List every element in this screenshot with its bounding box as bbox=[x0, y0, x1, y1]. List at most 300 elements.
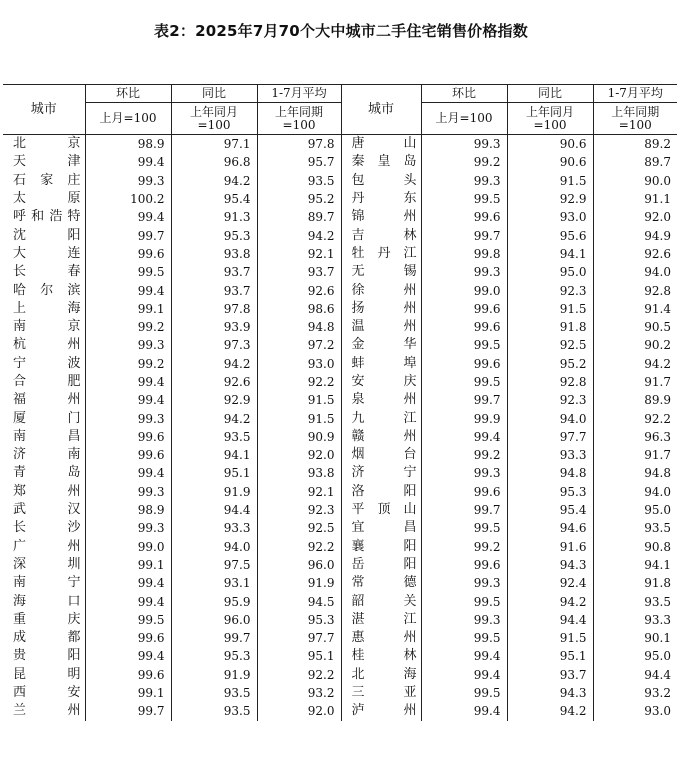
avg-value: 93.8 bbox=[257, 464, 341, 482]
table-row bbox=[3, 373, 677, 391]
yoy-value: 96.8 bbox=[171, 153, 257, 171]
mom-value: 99.3 bbox=[421, 611, 507, 629]
mom-value: 99.2 bbox=[421, 446, 507, 464]
mom-value: 99.4 bbox=[85, 208, 171, 226]
mom-value: 99.3 bbox=[85, 336, 171, 354]
avg-value: 91.7 bbox=[593, 446, 677, 464]
mom-value: 99.7 bbox=[85, 226, 171, 244]
avg-value: 92.2 bbox=[257, 538, 341, 556]
city-name: 南昌 bbox=[13, 428, 81, 444]
yoy-value: 91.6 bbox=[507, 538, 593, 556]
city-name: 九江 bbox=[341, 409, 421, 427]
yoy-value: 93.9 bbox=[171, 318, 257, 336]
avg-value: 90.2 bbox=[593, 336, 677, 354]
avg-value: 95.2 bbox=[257, 190, 341, 208]
avg-value: 98.6 bbox=[257, 300, 341, 318]
avg-value: 92.6 bbox=[593, 245, 677, 263]
table-row bbox=[3, 702, 677, 720]
mom-value: 99.1 bbox=[85, 556, 171, 574]
mom-value: 99.7 bbox=[421, 391, 507, 409]
mom-value: 99.4 bbox=[85, 464, 171, 482]
yoy-value: 94.4 bbox=[507, 611, 593, 629]
city-name: 赣州 bbox=[341, 428, 421, 446]
table-row bbox=[3, 684, 677, 702]
yoy-value: 90.6 bbox=[507, 153, 593, 171]
mom-value: 99.4 bbox=[85, 647, 171, 665]
mom-value: 99.4 bbox=[421, 647, 507, 665]
yoy-value: 93.5 bbox=[171, 702, 257, 720]
table-row bbox=[3, 153, 677, 171]
city-name: 合肥 bbox=[13, 374, 81, 389]
avg-value: 94.0 bbox=[593, 483, 677, 501]
avg-value: 90.5 bbox=[593, 318, 677, 336]
city-name: 太原 bbox=[13, 191, 81, 207]
yoy-value: 91.5 bbox=[507, 172, 593, 190]
table-row bbox=[3, 666, 677, 684]
city-name: 锦州 bbox=[341, 208, 421, 226]
city-name: 长沙 bbox=[13, 520, 81, 536]
yoy-value: 95.4 bbox=[171, 190, 257, 208]
city-name: 济宁 bbox=[341, 464, 421, 482]
mom-value: 99.6 bbox=[85, 428, 171, 446]
city-name: 长春 bbox=[13, 264, 81, 280]
yoy-value: 94.1 bbox=[507, 245, 593, 263]
avg-value: 95.0 bbox=[593, 501, 677, 519]
city-name: 重庆 bbox=[13, 611, 81, 627]
table-row bbox=[3, 190, 677, 208]
city-name: 襄阳 bbox=[341, 538, 421, 556]
avg-value: 93.5 bbox=[593, 592, 677, 610]
city-name: 常德 bbox=[341, 574, 421, 592]
yoy-value: 94.4 bbox=[171, 501, 257, 519]
yoy-value: 91.9 bbox=[171, 483, 257, 501]
city-name: 沈阳 bbox=[13, 227, 81, 243]
yoy-value: 91.9 bbox=[171, 666, 257, 684]
avg-value: 94.1 bbox=[593, 556, 677, 574]
mom-base-label-2: 上月=100 bbox=[421, 103, 507, 135]
yoy-base-label: 上年同月=100 bbox=[171, 103, 257, 135]
city-name: 韶关 bbox=[341, 592, 421, 610]
yoy-value: 94.2 bbox=[507, 702, 593, 720]
avg-value: 94.2 bbox=[257, 226, 341, 244]
table-row bbox=[3, 464, 677, 482]
table-row bbox=[3, 501, 677, 519]
yoy-value: 93.8 bbox=[171, 245, 257, 263]
city-column-header: 城市 bbox=[3, 85, 85, 135]
table-row bbox=[3, 428, 677, 446]
mom-value: 99.6 bbox=[421, 318, 507, 336]
yoy-value: 92.4 bbox=[507, 574, 593, 592]
avg-value: 92.2 bbox=[257, 666, 341, 684]
avg-value: 95.0 bbox=[593, 647, 677, 665]
avg-value: 92.1 bbox=[257, 483, 341, 501]
city-name: 海口 bbox=[13, 593, 81, 609]
avg-value: 91.5 bbox=[257, 409, 341, 427]
city-name: 厦门 bbox=[13, 410, 81, 426]
yoy-value: 94.3 bbox=[507, 556, 593, 574]
mom-value: 99.2 bbox=[85, 318, 171, 336]
avg-value: 93.2 bbox=[593, 684, 677, 702]
city-name: 吉林 bbox=[341, 226, 421, 244]
avg-value: 94.5 bbox=[257, 592, 341, 610]
city-name: 济南 bbox=[13, 447, 81, 463]
mom-value: 99.5 bbox=[421, 373, 507, 391]
mom-value: 99.3 bbox=[85, 172, 171, 190]
city-name: 北京 bbox=[13, 136, 81, 152]
avg-value: 89.2 bbox=[593, 135, 677, 154]
avg-value: 95.7 bbox=[257, 153, 341, 171]
mom-column-header: 环比 bbox=[85, 85, 171, 103]
table-row bbox=[3, 519, 677, 537]
city-name: 贵阳 bbox=[13, 648, 81, 664]
page-title: 表2：2025年7月70个大中城市二手住宅销售价格指数 bbox=[154, 22, 528, 40]
avg-value: 93.5 bbox=[593, 519, 677, 537]
mom-value: 99.6 bbox=[85, 629, 171, 647]
mom-value: 99.5 bbox=[85, 263, 171, 281]
city-name: 烟台 bbox=[341, 446, 421, 464]
avg-value: 95.3 bbox=[257, 611, 341, 629]
avg-value: 90.9 bbox=[257, 428, 341, 446]
avg-value: 93.3 bbox=[593, 611, 677, 629]
mom-value: 100.2 bbox=[85, 190, 171, 208]
yoy-value: 93.1 bbox=[171, 574, 257, 592]
city-name: 北海 bbox=[341, 666, 421, 684]
yoy-value: 94.2 bbox=[507, 592, 593, 610]
avg-value: 90.1 bbox=[593, 629, 677, 647]
yoy-value: 97.8 bbox=[171, 300, 257, 318]
avg-value: 93.0 bbox=[593, 702, 677, 720]
mom-value: 99.0 bbox=[421, 281, 507, 299]
table-row bbox=[3, 446, 677, 464]
mom-value: 99.4 bbox=[85, 281, 171, 299]
avg-value: 94.0 bbox=[593, 263, 677, 281]
yoy-value: 91.5 bbox=[507, 300, 593, 318]
mom-value: 99.6 bbox=[85, 666, 171, 684]
mom-base-label: 上月=100 bbox=[85, 103, 171, 135]
avg-column-header-2: 1-7月平均 bbox=[593, 85, 677, 103]
yoy-value: 92.5 bbox=[507, 336, 593, 354]
mom-value: 98.9 bbox=[85, 135, 171, 154]
city-name: 上海 bbox=[13, 300, 81, 316]
mom-value: 99.6 bbox=[421, 483, 507, 501]
avg-value: 89.7 bbox=[257, 208, 341, 226]
avg-value: 90.0 bbox=[593, 172, 677, 190]
table-row bbox=[3, 611, 677, 629]
yoy-value: 94.2 bbox=[171, 409, 257, 427]
yoy-value: 91.5 bbox=[507, 629, 593, 647]
mom-value: 99.7 bbox=[85, 702, 171, 720]
city-column-header-2: 城市 bbox=[341, 85, 421, 135]
table-row bbox=[3, 318, 677, 336]
table-row bbox=[3, 263, 677, 281]
table-row bbox=[3, 409, 677, 427]
yoy-value: 93.7 bbox=[171, 263, 257, 281]
yoy-value: 90.6 bbox=[507, 135, 593, 154]
yoy-value: 97.5 bbox=[171, 556, 257, 574]
avg-value: 91.1 bbox=[593, 190, 677, 208]
mom-value: 99.3 bbox=[421, 135, 507, 154]
table-row bbox=[3, 592, 677, 610]
avg-value: 91.8 bbox=[593, 574, 677, 592]
city-name: 金华 bbox=[341, 336, 421, 354]
city-name: 广州 bbox=[13, 538, 81, 554]
mom-value: 99.4 bbox=[85, 574, 171, 592]
mom-value: 99.3 bbox=[421, 172, 507, 190]
city-name: 扬州 bbox=[341, 300, 421, 318]
avg-value: 92.8 bbox=[593, 281, 677, 299]
yoy-base-label-2: 上年同月=100 bbox=[507, 103, 593, 135]
yoy-value: 94.0 bbox=[507, 409, 593, 427]
table-row bbox=[3, 538, 677, 556]
avg-value: 92.0 bbox=[257, 446, 341, 464]
mom-value: 99.7 bbox=[421, 226, 507, 244]
city-name: 南宁 bbox=[13, 575, 81, 591]
price-index-table bbox=[3, 84, 677, 721]
mom-value: 99.6 bbox=[421, 556, 507, 574]
city-name: 大连 bbox=[13, 245, 81, 261]
city-name: 天津 bbox=[13, 154, 81, 170]
mom-value: 99.4 bbox=[421, 666, 507, 684]
avg-value: 91.9 bbox=[257, 574, 341, 592]
avg-value: 96.0 bbox=[257, 556, 341, 574]
avg-value: 92.1 bbox=[257, 245, 341, 263]
avg-value: 94.9 bbox=[593, 226, 677, 244]
table-row bbox=[3, 226, 677, 244]
avg-value: 92.2 bbox=[257, 373, 341, 391]
table-row bbox=[3, 336, 677, 354]
mom-value: 99.3 bbox=[421, 263, 507, 281]
avg-base-label: 上年同期=100 bbox=[257, 103, 341, 135]
yoy-value: 95.1 bbox=[507, 647, 593, 665]
mom-value: 99.5 bbox=[421, 592, 507, 610]
mom-value: 99.2 bbox=[421, 538, 507, 556]
yoy-value: 94.3 bbox=[507, 684, 593, 702]
mom-value: 99.5 bbox=[85, 611, 171, 629]
yoy-value: 92.9 bbox=[171, 391, 257, 409]
city-name: 湛江 bbox=[341, 611, 421, 629]
mom-value: 99.5 bbox=[421, 519, 507, 537]
table-row bbox=[3, 556, 677, 574]
city-name: 泸州 bbox=[341, 702, 421, 720]
city-name: 平顶山 bbox=[341, 501, 421, 519]
city-name: 包头 bbox=[341, 172, 421, 190]
avg-value: 93.7 bbox=[257, 263, 341, 281]
yoy-value: 94.0 bbox=[171, 538, 257, 556]
city-name: 郑州 bbox=[13, 483, 81, 499]
yoy-value: 93.3 bbox=[171, 519, 257, 537]
city-name: 昆明 bbox=[13, 666, 81, 682]
avg-base-label-2: 上年同期=100 bbox=[593, 103, 677, 135]
table-row bbox=[3, 135, 677, 154]
yoy-value: 96.0 bbox=[171, 611, 257, 629]
table-row bbox=[3, 245, 677, 263]
city-name: 洛阳 bbox=[341, 483, 421, 501]
avg-value: 91.7 bbox=[593, 373, 677, 391]
yoy-column-header: 同比 bbox=[171, 85, 257, 103]
mom-value: 99.0 bbox=[85, 538, 171, 556]
avg-value: 91.5 bbox=[257, 391, 341, 409]
mom-value: 99.4 bbox=[421, 428, 507, 446]
mom-value: 99.3 bbox=[421, 574, 507, 592]
yoy-value: 92.3 bbox=[507, 281, 593, 299]
city-name: 南京 bbox=[13, 319, 81, 335]
yoy-value: 95.2 bbox=[507, 355, 593, 373]
yoy-value: 95.3 bbox=[507, 483, 593, 501]
mom-value: 99.2 bbox=[85, 355, 171, 373]
city-name: 青岛 bbox=[13, 465, 81, 481]
avg-value: 96.3 bbox=[593, 428, 677, 446]
avg-value: 91.4 bbox=[593, 300, 677, 318]
avg-value: 93.5 bbox=[257, 172, 341, 190]
avg-value: 92.3 bbox=[257, 501, 341, 519]
yoy-value: 93.7 bbox=[507, 666, 593, 684]
yoy-value: 93.0 bbox=[507, 208, 593, 226]
avg-value: 92.2 bbox=[593, 409, 677, 427]
avg-value: 95.1 bbox=[257, 647, 341, 665]
city-name: 福州 bbox=[13, 392, 81, 408]
yoy-value: 93.5 bbox=[171, 684, 257, 702]
mom-value: 99.4 bbox=[85, 153, 171, 171]
city-name: 兰州 bbox=[13, 703, 81, 719]
yoy-value: 92.3 bbox=[507, 391, 593, 409]
yoy-column-header-2: 同比 bbox=[507, 85, 593, 103]
mom-value: 99.3 bbox=[85, 409, 171, 427]
mom-value: 99.8 bbox=[421, 245, 507, 263]
mom-value: 99.5 bbox=[421, 629, 507, 647]
avg-value: 97.8 bbox=[257, 135, 341, 154]
yoy-value: 94.2 bbox=[171, 172, 257, 190]
mom-value: 99.4 bbox=[85, 391, 171, 409]
mom-value: 99.6 bbox=[421, 208, 507, 226]
yoy-value: 95.1 bbox=[171, 464, 257, 482]
avg-value: 90.8 bbox=[593, 538, 677, 556]
yoy-value: 91.3 bbox=[171, 208, 257, 226]
yoy-value: 92.8 bbox=[507, 373, 593, 391]
city-name: 宜昌 bbox=[341, 519, 421, 537]
avg-value: 94.2 bbox=[593, 355, 677, 373]
table-row bbox=[3, 629, 677, 647]
yoy-value: 95.6 bbox=[507, 226, 593, 244]
avg-value: 92.0 bbox=[257, 702, 341, 720]
table-row bbox=[3, 574, 677, 592]
avg-value: 93.0 bbox=[257, 355, 341, 373]
mom-value: 99.6 bbox=[85, 446, 171, 464]
city-name: 徐州 bbox=[341, 281, 421, 299]
yoy-value: 92.6 bbox=[171, 373, 257, 391]
table-row bbox=[3, 172, 677, 190]
yoy-value: 94.6 bbox=[507, 519, 593, 537]
yoy-value: 97.7 bbox=[507, 428, 593, 446]
city-name: 呼和浩特 bbox=[13, 209, 81, 225]
avg-value: 92.6 bbox=[257, 281, 341, 299]
yoy-value: 91.8 bbox=[507, 318, 593, 336]
yoy-value: 93.5 bbox=[171, 428, 257, 446]
mom-value: 99.2 bbox=[421, 153, 507, 171]
mom-value: 99.1 bbox=[85, 300, 171, 318]
avg-value: 97.2 bbox=[257, 336, 341, 354]
city-name: 成都 bbox=[13, 630, 81, 646]
yoy-value: 97.3 bbox=[171, 336, 257, 354]
city-name: 三亚 bbox=[341, 684, 421, 702]
city-name: 泉州 bbox=[341, 391, 421, 409]
table-row bbox=[3, 483, 677, 501]
avg-value: 92.5 bbox=[257, 519, 341, 537]
avg-value: 94.4 bbox=[593, 666, 677, 684]
avg-value: 94.8 bbox=[593, 464, 677, 482]
table-row bbox=[3, 647, 677, 665]
avg-value: 94.8 bbox=[257, 318, 341, 336]
mom-value: 99.4 bbox=[85, 592, 171, 610]
city-name: 安庆 bbox=[341, 373, 421, 391]
mom-value: 99.6 bbox=[421, 300, 507, 318]
avg-value: 89.9 bbox=[593, 391, 677, 409]
city-name: 丹东 bbox=[341, 190, 421, 208]
yoy-value: 95.9 bbox=[171, 592, 257, 610]
yoy-value: 97.1 bbox=[171, 135, 257, 154]
city-name: 宁波 bbox=[13, 355, 81, 371]
city-name: 温州 bbox=[341, 318, 421, 336]
yoy-value: 99.7 bbox=[171, 629, 257, 647]
yoy-value: 92.9 bbox=[507, 190, 593, 208]
city-name: 杭州 bbox=[13, 337, 81, 353]
mom-value: 99.5 bbox=[421, 684, 507, 702]
table-header bbox=[3, 85, 677, 135]
yoy-value: 93.3 bbox=[507, 446, 593, 464]
table-row bbox=[3, 391, 677, 409]
mom-value: 99.4 bbox=[421, 702, 507, 720]
city-name: 桂林 bbox=[341, 647, 421, 665]
yoy-value: 95.4 bbox=[507, 501, 593, 519]
yoy-value: 94.2 bbox=[171, 355, 257, 373]
yoy-value: 94.8 bbox=[507, 464, 593, 482]
city-name: 唐山 bbox=[341, 135, 421, 154]
table-row bbox=[3, 300, 677, 318]
mom-value: 99.9 bbox=[421, 409, 507, 427]
yoy-value: 95.3 bbox=[171, 226, 257, 244]
avg-column-header: 1-7月平均 bbox=[257, 85, 341, 103]
city-name: 牡丹江 bbox=[341, 245, 421, 263]
mom-value: 99.4 bbox=[85, 373, 171, 391]
avg-value: 97.7 bbox=[257, 629, 341, 647]
yoy-value: 94.1 bbox=[171, 446, 257, 464]
mom-value: 99.6 bbox=[421, 355, 507, 373]
avg-value: 89.7 bbox=[593, 153, 677, 171]
city-name: 秦皇岛 bbox=[341, 153, 421, 171]
city-name: 岳阳 bbox=[341, 556, 421, 574]
table-body bbox=[3, 135, 677, 721]
mom-value: 99.3 bbox=[85, 519, 171, 537]
yoy-value: 95.0 bbox=[507, 263, 593, 281]
mom-value: 99.6 bbox=[85, 245, 171, 263]
table-row bbox=[3, 355, 677, 373]
city-name: 西安 bbox=[13, 685, 81, 701]
avg-value: 92.0 bbox=[593, 208, 677, 226]
mom-value: 99.7 bbox=[421, 501, 507, 519]
mom-value: 98.9 bbox=[85, 501, 171, 519]
table-row bbox=[3, 281, 677, 299]
mom-value: 99.3 bbox=[421, 464, 507, 482]
mom-value: 99.1 bbox=[85, 684, 171, 702]
city-name: 石家庄 bbox=[13, 172, 81, 188]
mom-value: 99.5 bbox=[421, 190, 507, 208]
yoy-value: 95.3 bbox=[171, 647, 257, 665]
city-name: 武汉 bbox=[13, 502, 81, 518]
yoy-value: 93.7 bbox=[171, 281, 257, 299]
city-name: 哈尔滨 bbox=[13, 282, 81, 298]
mom-column-header-2: 环比 bbox=[421, 85, 507, 103]
table-row bbox=[3, 208, 677, 226]
city-name: 惠州 bbox=[341, 629, 421, 647]
